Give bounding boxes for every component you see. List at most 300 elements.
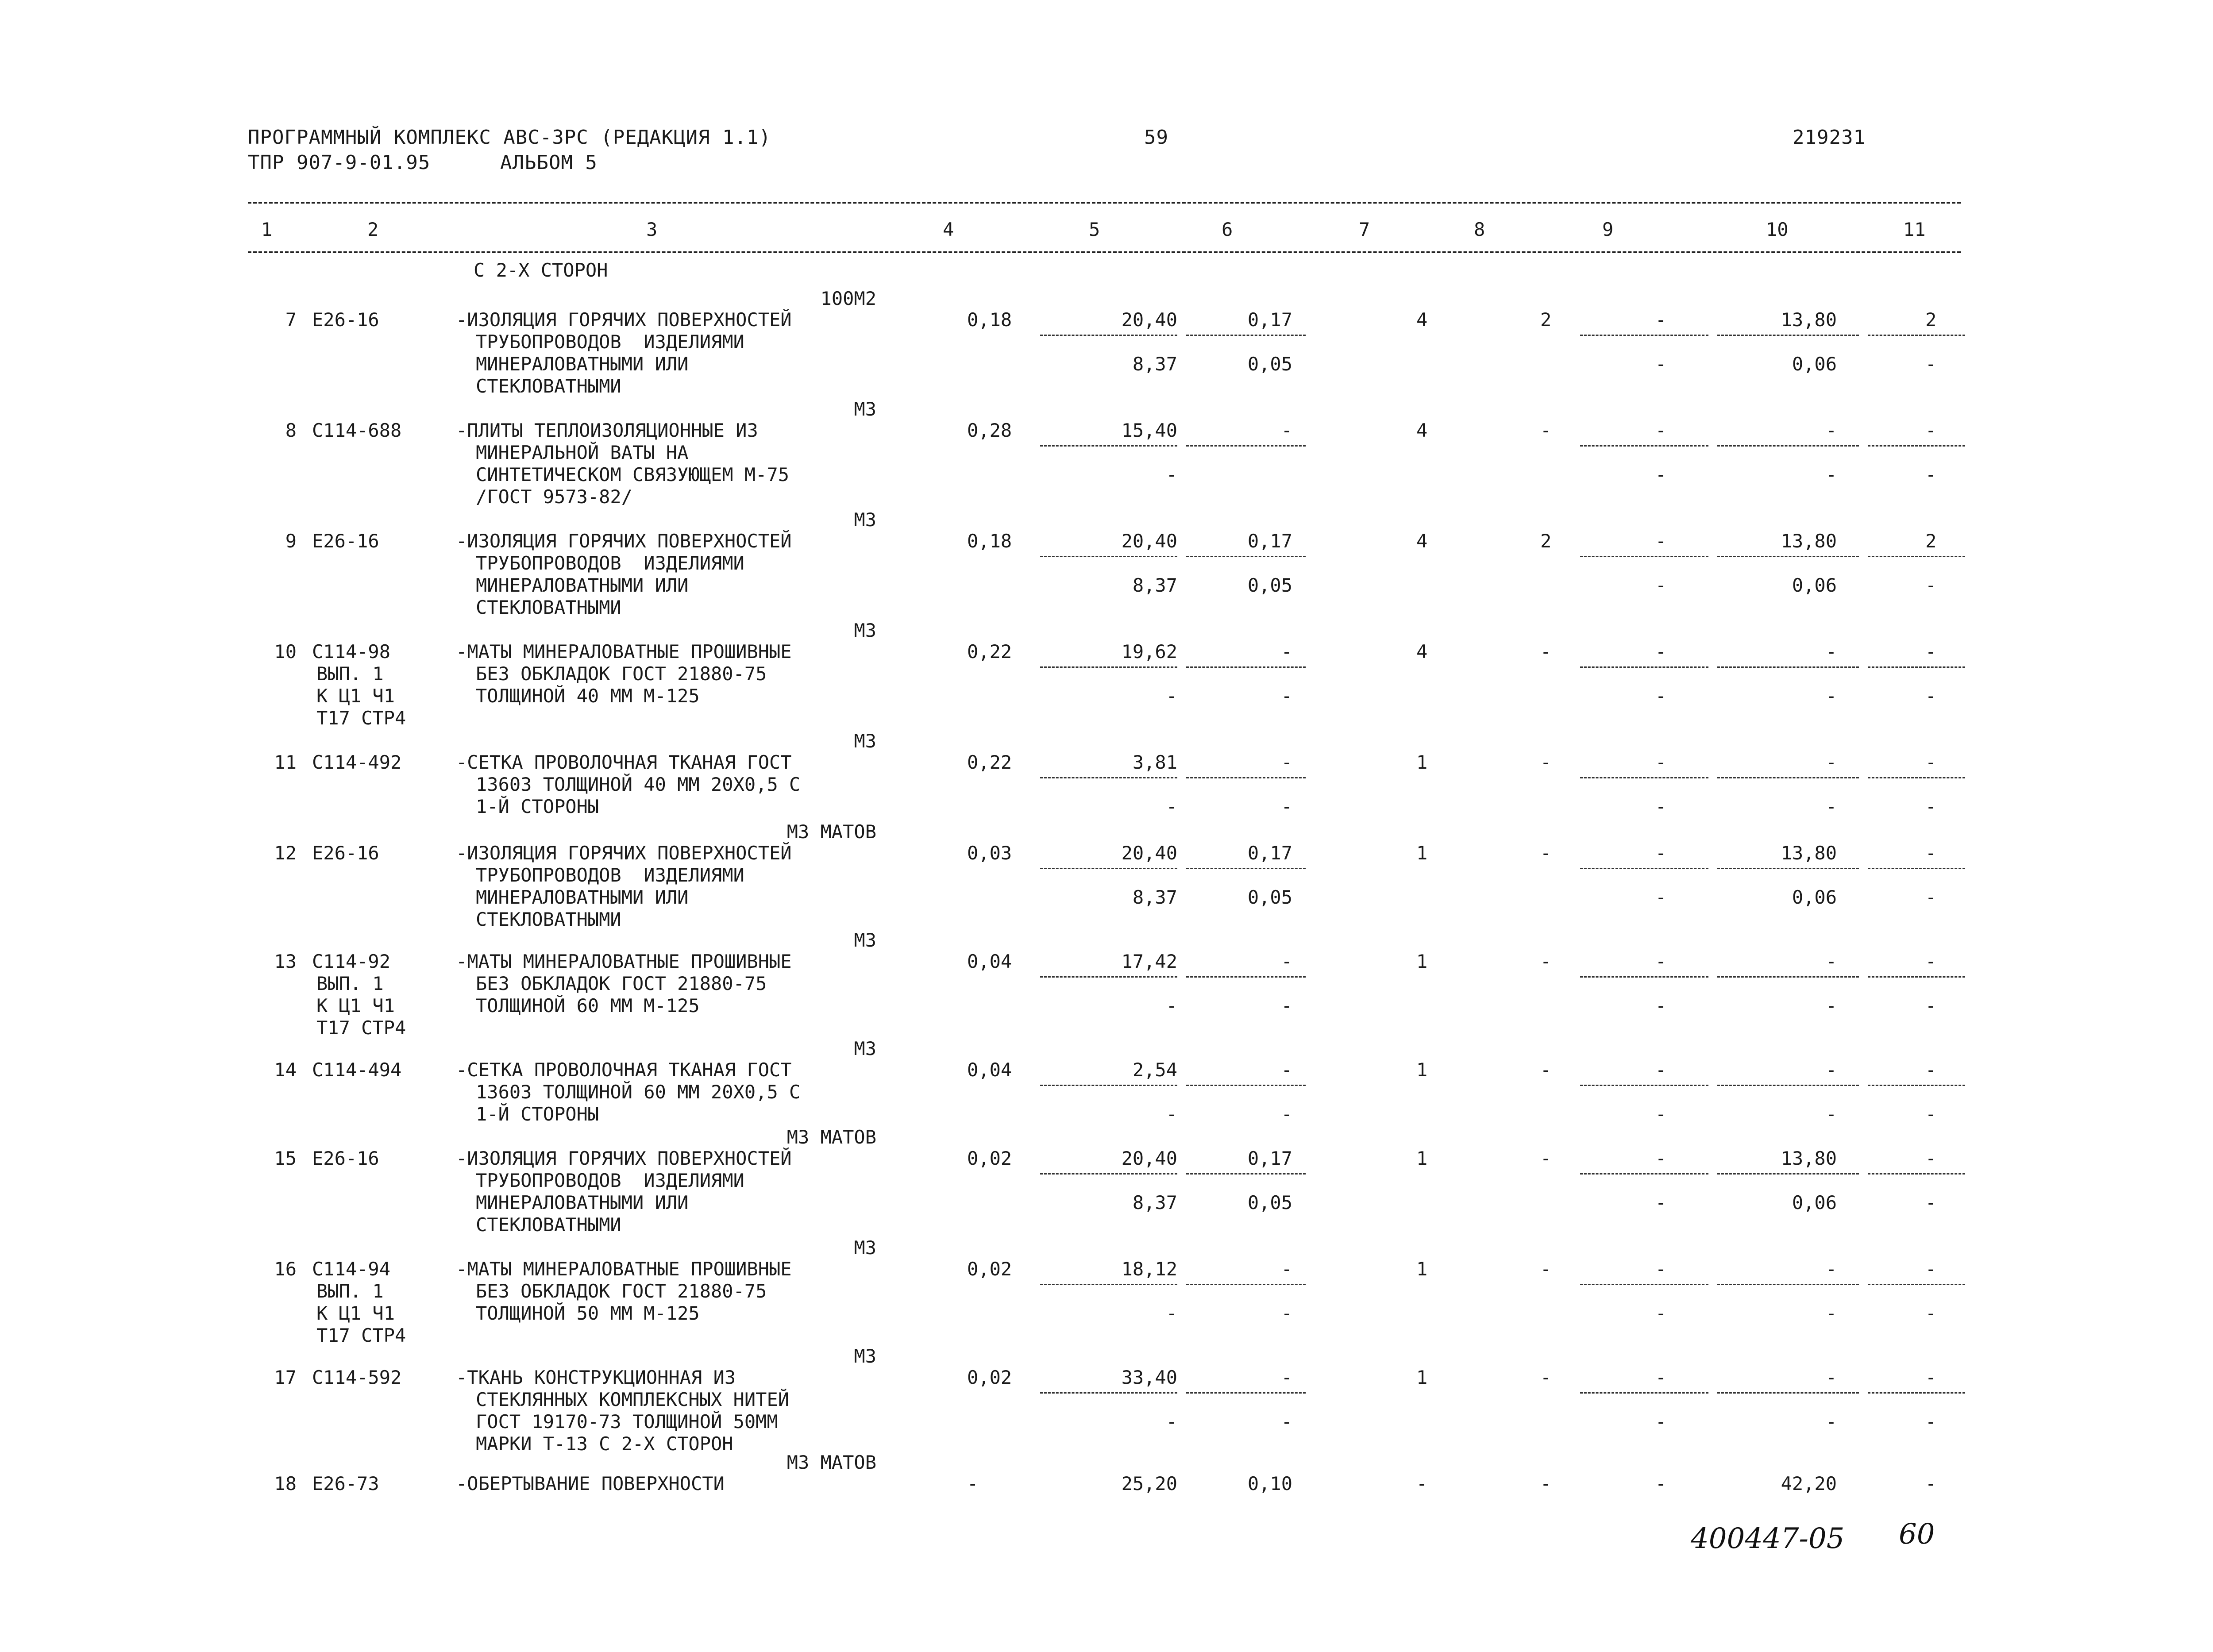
dash-separator [1186,1392,1306,1394]
description-line: ТРУБОПРОВОДОВ ИЗДЕЛИЯМИ [476,864,744,886]
col9-value: - [1655,1367,1667,1388]
description-line: СИНТЕТИЧЕСКОМ СВЯЗУЮЩЕМ М-75 [476,464,790,485]
row-number: 7 [285,309,297,331]
dash-separator [1580,445,1708,447]
col11-value: - [1925,1148,1937,1169]
resource-code: Е26-73 [312,1473,379,1494]
col11-subvalue: - [1925,995,1937,1017]
col6-value: - [1281,1258,1292,1280]
resource-code: С114-492 [312,751,402,773]
col5-value: 20,40 [1121,530,1177,552]
resource-code: К Ц1 Ч1 [316,685,395,707]
col9-value: - [1655,1148,1667,1169]
col11-subvalue: - [1925,353,1937,375]
col6-subvalue: 0,05 [1247,353,1292,375]
column-header-7: 7 [1359,219,1370,240]
dash-separator [1040,445,1177,447]
col11-subvalue: - [1925,1192,1937,1213]
col6-value: 0,17 [1247,530,1292,552]
column-header-6: 6 [1222,219,1233,240]
col6-value: - [1281,751,1292,773]
col9-value: - [1655,641,1667,662]
document-code: 219231 [1793,126,1866,149]
program-title: ПРОГРАММНЫЙ КОМПЛЕКС АВС-3РС (РЕДАКЦИЯ 1.1) [248,126,771,149]
col6-value: 0,10 [1247,1473,1292,1494]
dash-separator [1040,1392,1177,1394]
dash-separator [1580,1085,1708,1086]
description-line: -МАТЫ МИНЕРАЛОВАТНЫЕ ПРОШИВНЫЕ [456,951,792,972]
col10-subvalue: - [1825,1302,1837,1324]
dash-separator [1186,1284,1306,1285]
col5-value: 17,42 [1121,951,1177,972]
dash-separator [1186,666,1306,668]
unit-label: 100М2 [820,288,876,309]
col6-value: - [1281,420,1292,441]
col4-value: 0,04 [967,951,1012,972]
col11-subvalue: - [1925,1103,1937,1125]
dash-separator [1580,335,1708,336]
description-line: МИНЕРАЛОВАТНЫМИ ИЛИ [476,886,689,908]
resource-code: ВЫП. 1 [316,1280,384,1302]
col10-subvalue: 0,06 [1792,1192,1837,1213]
description-line: БЕЗ ОБКЛАДОК ГОСТ 21880-75 [476,973,767,994]
row-number: 18 [274,1473,297,1494]
dash-separator [1580,1392,1708,1394]
resource-code: К Ц1 Ч1 [316,995,395,1017]
dash-separator [1040,666,1177,668]
dash-separator [1717,335,1859,336]
col9-subvalue: - [1655,353,1667,375]
col6-value: 0,17 [1247,842,1292,864]
col9-subvalue: - [1655,1192,1667,1213]
col9-value: - [1655,1059,1667,1081]
resource-code: К Ц1 Ч1 [316,1302,395,1324]
dash-separator [1186,556,1306,557]
col10-value: - [1825,1258,1837,1280]
col10-subvalue: 0,06 [1792,886,1837,908]
dash-separator [1868,976,1965,978]
col6-subvalue: - [1281,995,1292,1017]
col7-value: - [1416,1473,1428,1494]
row-number: 17 [274,1367,297,1388]
description-line: БЕЗ ОБКЛАДОК ГОСТ 21880-75 [476,663,767,685]
row-number: 10 [274,641,297,662]
col8-value: - [1540,1258,1552,1280]
dash-separator [1040,335,1177,336]
unit-label: М3 [854,730,876,752]
col9-value: - [1655,1473,1667,1494]
description-line: -ОБЕРТЫВАНИЕ ПОВЕРХНОСТИ [456,1473,725,1494]
col10-subvalue: 0,06 [1792,353,1837,375]
col9-value: - [1655,842,1667,864]
col10-value: 13,80 [1781,1148,1837,1169]
resource-code: Е26-16 [312,1148,379,1169]
description-line: СТЕКЛОВАТНЫМИ [476,597,621,618]
unit-label: М3 [854,929,876,951]
row-number: 14 [274,1059,297,1081]
unit-label: М3 МАТОВ [787,1126,876,1148]
dash-separator [1868,335,1965,336]
dash-separator [1717,445,1859,447]
dash-separator [1186,777,1306,778]
column-header-2: 2 [367,219,379,240]
col7-value: 1 [1416,1367,1428,1388]
col5-subvalue: - [1166,995,1177,1017]
description-line: -МАТЫ МИНЕРАЛОВАТНЫЕ ПРОШИВНЫЕ [456,641,792,662]
table-top-rule [248,202,1961,204]
description-line: 1-Й СТОРОНЫ [476,796,599,817]
unit-label: М3 МАТОВ [787,821,876,843]
col5-value: 20,40 [1121,1148,1177,1169]
resource-code: Е26-16 [312,530,379,552]
table-header-rule [248,251,1961,253]
col10-subvalue: - [1825,1103,1837,1125]
dash-separator [1717,1085,1859,1086]
column-header-1: 1 [261,219,273,240]
dash-separator [1717,1173,1859,1174]
col9-value: - [1655,751,1667,773]
col10-value: - [1825,1367,1837,1388]
dash-separator [1868,1085,1965,1086]
description-line: СТЕКЛОВАТНЫМИ [476,1214,621,1236]
column-header-10: 10 [1766,219,1789,240]
col8-value: - [1540,842,1552,864]
dash-separator [1717,976,1859,978]
col6-subvalue: - [1281,1103,1292,1125]
col11-subvalue: - [1925,464,1937,485]
column-header-11: 11 [1903,219,1926,240]
col9-subvalue: - [1655,464,1667,485]
col4-value: 0,18 [967,530,1012,552]
row-number: 8 [285,420,297,441]
resource-code: Е26-16 [312,842,379,864]
dash-separator [1868,1392,1965,1394]
col10-value: 13,80 [1781,530,1837,552]
dash-separator [1580,1284,1708,1285]
col10-value: - [1825,641,1837,662]
col5-value: 19,62 [1121,641,1177,662]
col4-value: 0,22 [967,751,1012,773]
col7-value: 4 [1416,530,1428,552]
col10-value: 13,80 [1781,842,1837,864]
col11-value: - [1925,1473,1937,1494]
col4-value: 0,02 [967,1367,1012,1388]
col4-value: 0,04 [967,1059,1012,1081]
col10-value: - [1825,751,1837,773]
description-line: МИНЕРАЛОВАТНЫМИ ИЛИ [476,353,689,375]
col11-value: - [1925,420,1937,441]
dash-separator [1868,868,1965,869]
description-line: -ПЛИТЫ ТЕПЛОИЗОЛЯЦИОННЫЕ ИЗ [456,420,758,441]
tpr-number: ТПР 907-9-01.95 [248,151,431,174]
col7-value: 1 [1416,1059,1428,1081]
col7-value: 1 [1416,1148,1428,1169]
col7-value: 4 [1416,309,1428,331]
col6-subvalue: 0,05 [1247,1192,1292,1213]
col8-value: - [1540,641,1552,662]
col9-subvalue: - [1655,574,1667,596]
resource-code: Т17 СТР4 [316,1017,406,1039]
col5-value: 3,81 [1132,751,1177,773]
dash-separator [1868,777,1965,778]
col10-subvalue: - [1825,464,1837,485]
col8-value: - [1540,420,1552,441]
top-note: С 2-Х СТОРОН [474,259,608,281]
dash-separator [1717,666,1859,668]
col8-value: - [1540,1148,1552,1169]
col11-value: - [1925,1059,1937,1081]
col6-subvalue: - [1281,1411,1292,1433]
col6-value: - [1281,1059,1292,1081]
col6-subvalue: - [1281,1302,1292,1324]
col9-subvalue: - [1655,995,1667,1017]
unit-label: М3 [854,509,876,531]
col9-subvalue: - [1655,1103,1667,1125]
col10-value: 13,80 [1781,309,1837,331]
col9-subvalue: - [1655,685,1667,707]
dash-separator [1868,1173,1965,1174]
col11-value: - [1925,951,1937,972]
resource-code: С114-94 [312,1258,391,1280]
description-line: МАРКИ Т-13 С 2-Х СТОРОН [476,1433,733,1455]
description-line: 13603 ТОЛЩИНОЙ 40 ММ 20Х0,5 С [476,774,801,795]
dash-separator [1186,335,1306,336]
col5-subvalue: 8,37 [1132,1192,1177,1213]
col6-subvalue: 0,05 [1247,574,1292,596]
col4-value: 0,03 [967,842,1012,864]
description-line: 13603 ТОЛЩИНОЙ 60 ММ 20Х0,5 С [476,1081,801,1103]
col7-value: 1 [1416,951,1428,972]
col6-subvalue: - [1281,685,1292,707]
description-line: -ИЗОЛЯЦИЯ ГОРЯЧИХ ПОВЕРХНОСТЕЙ [456,1148,792,1169]
col5-value: 25,20 [1121,1473,1177,1494]
col10-subvalue: 0,06 [1792,574,1837,596]
col10-subvalue: - [1825,995,1837,1017]
col4-value: 0,18 [967,309,1012,331]
col7-value: 4 [1416,420,1428,441]
col5-subvalue: 8,37 [1132,886,1177,908]
col11-subvalue: - [1925,685,1937,707]
dash-separator [1717,1392,1859,1394]
col5-subvalue: 8,37 [1132,353,1177,375]
description-line: МИНЕРАЛОВАТНЫМИ ИЛИ [476,574,689,596]
column-header-5: 5 [1089,219,1100,240]
description-line: ТРУБОПРОВОДОВ ИЗДЕЛИЯМИ [476,331,744,353]
col4-value: - [967,1473,979,1494]
handwritten-code: 400447-05 [1691,1522,1845,1555]
dash-separator [1186,1173,1306,1174]
dash-separator [1580,777,1708,778]
col4-value: 0,22 [967,641,1012,662]
row-number: 11 [274,751,297,773]
description-line: -СЕТКА ПРОВОЛОЧНАЯ ТКАНАЯ ГОСТ [456,751,792,773]
col6-value: - [1281,951,1292,972]
col9-subvalue: - [1655,1411,1667,1433]
col5-subvalue: - [1166,1302,1177,1324]
description-line: ТОЛЩИНОЙ 50 ММ М-125 [476,1302,700,1324]
resource-code: Е26-16 [312,309,379,331]
resource-code: ВЫП. 1 [316,663,384,685]
dash-separator [1186,445,1306,447]
col10-subvalue: - [1825,1411,1837,1433]
dash-separator [1040,868,1177,869]
col9-value: - [1655,530,1667,552]
col11-value: - [1925,842,1937,864]
col10-value: - [1825,951,1837,972]
col11-subvalue: - [1925,1411,1937,1433]
col7-value: 1 [1416,751,1428,773]
dash-separator [1580,556,1708,557]
col10-value: 42,20 [1781,1473,1837,1494]
description-line: -ТКАНЬ КОНСТРУКЦИОННАЯ ИЗ [456,1367,736,1388]
row-number: 16 [274,1258,297,1280]
col7-value: 1 [1416,842,1428,864]
col8-value: - [1540,751,1552,773]
col5-value: 20,40 [1121,309,1177,331]
col11-value: - [1925,641,1937,662]
col6-value: 0,17 [1247,309,1292,331]
row-number: 15 [274,1148,297,1169]
resource-code: С114-98 [312,641,391,662]
dash-separator [1186,1085,1306,1086]
resource-code: С114-494 [312,1059,402,1081]
dash-separator [1717,1284,1859,1285]
dash-separator [1040,1284,1177,1285]
col6-value: - [1281,1367,1292,1388]
col10-subvalue: - [1825,685,1837,707]
col9-subvalue: - [1655,886,1667,908]
col9-value: - [1655,420,1667,441]
col7-value: 1 [1416,1258,1428,1280]
dash-separator [1717,777,1859,778]
col9-value: - [1655,309,1667,331]
dash-separator [1040,976,1177,978]
col11-subvalue: - [1925,886,1937,908]
col10-subvalue: - [1825,796,1837,817]
col9-value: - [1655,1258,1667,1280]
col11-subvalue: - [1925,574,1937,596]
description-line: ГОСТ 19170-73 ТОЛЩИНОЙ 50ММ [476,1411,778,1433]
dash-separator [1717,556,1859,557]
col5-subvalue: - [1166,685,1177,707]
resource-code: Т17 СТР4 [316,1325,406,1346]
dash-separator [1580,666,1708,668]
col6-value: - [1281,641,1292,662]
page-number: 59 [1144,126,1168,149]
col8-value: - [1540,1473,1552,1494]
description-line: ТРУБОПРОВОДОВ ИЗДЕЛИЯМИ [476,552,744,574]
col11-subvalue: - [1925,1302,1937,1324]
unit-label: М3 [854,398,876,420]
dash-separator [1868,556,1965,557]
col11-value: - [1925,751,1937,773]
description-line: ТОЛЩИНОЙ 60 ММ М-125 [476,995,700,1017]
resource-code: ВЫП. 1 [316,973,384,994]
dash-separator [1580,1173,1708,1174]
column-header-4: 4 [943,219,954,240]
unit-label: М3 МАТОВ [787,1452,876,1473]
dash-separator [1868,1284,1965,1285]
dash-separator [1868,445,1965,447]
unit-label: М3 [854,1345,876,1367]
dash-separator [1040,1173,1177,1174]
resource-code: С114-92 [312,951,391,972]
description-line: МИНЕРАЛЬНОЙ ВАТЫ НА [476,442,689,463]
col5-value: 33,40 [1121,1367,1177,1388]
col5-subvalue: - [1166,1103,1177,1125]
resource-code: С114-688 [312,420,402,441]
col10-value: - [1825,1059,1837,1081]
description-line: СТЕКЛОВАТНЫМИ [476,375,621,397]
row-number: 9 [285,530,297,552]
description-line: -ИЗОЛЯЦИЯ ГОРЯЧИХ ПОВЕРХНОСТЕЙ [456,309,792,331]
col8-value: - [1540,1059,1552,1081]
album-label: АЛЬБОМ 5 [500,151,598,174]
col6-subvalue: - [1281,796,1292,817]
col11-value: - [1925,1367,1937,1388]
col5-subvalue: - [1166,464,1177,485]
unit-label: М3 [854,1237,876,1259]
column-header-3: 3 [646,219,658,240]
column-header-9: 9 [1602,219,1614,240]
col4-value: 0,02 [967,1258,1012,1280]
dash-separator [1717,868,1859,869]
resource-code: Т17 СТР4 [316,707,406,729]
description-line: -СЕТКА ПРОВОЛОЧНАЯ ТКАНАЯ ГОСТ [456,1059,792,1081]
unit-label: М3 [854,620,876,641]
description-line: СТЕКЛОВАТНЫМИ [476,909,621,930]
col5-subvalue: - [1166,1411,1177,1433]
col5-value: 15,40 [1121,420,1177,441]
dash-separator [1040,556,1177,557]
footer-page-number: 60 [1899,1518,1935,1551]
dash-separator [1186,868,1306,869]
dash-separator [1040,777,1177,778]
dash-separator [1186,976,1306,978]
col8-value: 2 [1540,530,1552,552]
col11-value: 2 [1925,530,1937,552]
resource-code: С114-592 [312,1367,402,1388]
col4-value: 0,28 [967,420,1012,441]
col4-value: 0,02 [967,1148,1012,1169]
unit-label: М3 [854,1038,876,1059]
dash-separator [1868,666,1965,668]
col5-subvalue: 8,37 [1132,574,1177,596]
col11-subvalue: - [1925,796,1937,817]
description-line: ТРУБОПРОВОДОВ ИЗДЕЛИЯМИ [476,1170,744,1191]
col11-value: - [1925,1258,1937,1280]
description-line: -МАТЫ МИНЕРАЛОВАТНЫЕ ПРОШИВНЫЕ [456,1258,792,1280]
description-line: -ИЗОЛЯЦИЯ ГОРЯЧИХ ПОВЕРХНОСТЕЙ [456,530,792,552]
col11-value: 2 [1925,309,1937,331]
row-number: 13 [274,951,297,972]
col9-value: - [1655,951,1667,972]
description-line: -ИЗОЛЯЦИЯ ГОРЯЧИХ ПОВЕРХНОСТЕЙ [456,842,792,864]
col5-subvalue: - [1166,796,1177,817]
col6-value: 0,17 [1247,1148,1292,1169]
description-line: МИНЕРАЛОВАТНЫМИ ИЛИ [476,1192,689,1213]
description-line: /ГОСТ 9573-82/ [476,486,633,508]
description-line: ТОЛЩИНОЙ 40 ММ М-125 [476,685,700,707]
dash-separator [1580,868,1708,869]
col10-value: - [1825,420,1837,441]
dash-separator [1040,1085,1177,1086]
description-line: СТЕКЛЯННЫХ КОМПЛЕКСНЫХ НИТЕЙ [476,1389,790,1410]
col9-subvalue: - [1655,1302,1667,1324]
row-number: 12 [274,842,297,864]
dash-separator [1580,976,1708,978]
col8-value: - [1540,1367,1552,1388]
